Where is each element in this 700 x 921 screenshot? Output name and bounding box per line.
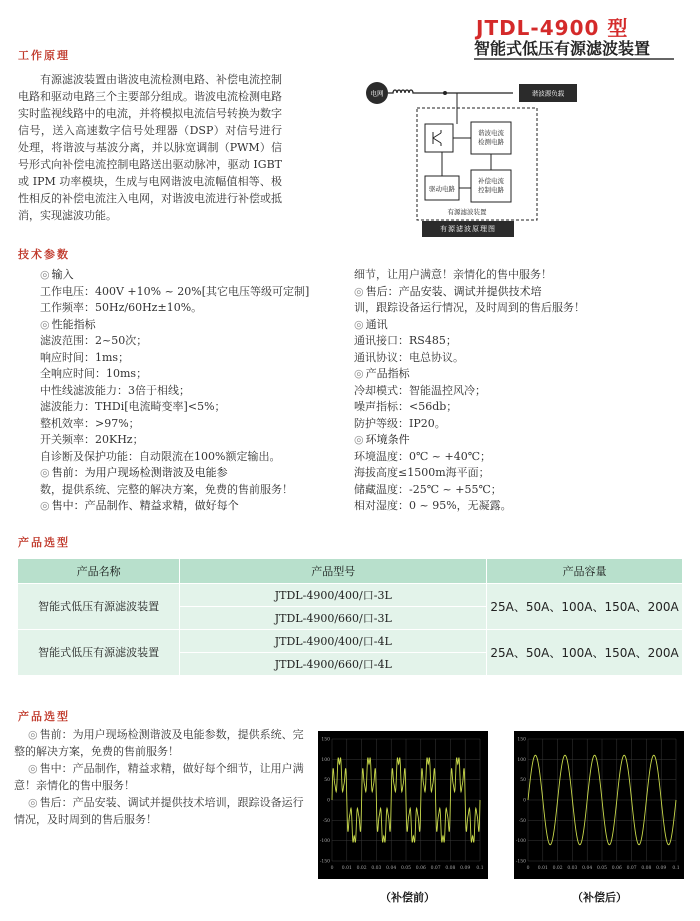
waveform-before xyxy=(318,731,488,879)
bullet-icon: ◎ xyxy=(28,728,38,741)
waveform-after xyxy=(514,731,684,879)
x-tick-label: 0.07 xyxy=(626,866,637,871)
product-name-cell: 智能式低压有源滤波装置 xyxy=(18,583,180,629)
specs-left-column xyxy=(40,267,340,515)
spec-line: 防护等级：IP20。 xyxy=(354,416,446,430)
product-model-cell: JTDL-4900/660/口-3L xyxy=(180,606,487,629)
spec-group-heading: ◎ 售中：产品制作、精益求精，做好每个 xyxy=(40,499,239,512)
y-tick-label: 100 xyxy=(321,757,330,763)
x-tick-label: 0.08 xyxy=(445,866,456,871)
service-aftersale: ◎ 售后：产品安装、调试并提供技术培训，跟踪设备运行情况，及时周到的售后服务！ xyxy=(14,796,304,826)
title-divider xyxy=(474,58,674,60)
spec-group-heading: ◎ 环境条件 xyxy=(354,433,410,446)
grid-label: 电网 xyxy=(370,89,384,98)
spec-line: 工作频率：50Hz/60Hz±10%。 xyxy=(40,301,203,314)
y-tick-label: 50 xyxy=(520,778,526,784)
y-tick-label: -50 xyxy=(322,818,330,824)
section-heading-principle: 工作原理 xyxy=(18,49,70,62)
spec-group-heading: ◎ 输入 xyxy=(40,268,74,281)
x-tick-label: 0.01 xyxy=(537,866,548,871)
load-label: 谐波源负载 xyxy=(531,89,565,98)
x-tick-label: 0.02 xyxy=(552,866,563,871)
x-tick-label: 0.06 xyxy=(611,866,622,871)
x-tick-label: 0.09 xyxy=(656,866,667,871)
section-heading-specs: 技术参数 xyxy=(18,248,70,261)
y-tick-label: 100 xyxy=(517,757,526,763)
drive-label: 驱动电路 xyxy=(429,185,455,193)
bullet-icon: ◎ xyxy=(354,284,364,298)
service-insale: ◎ 售中：产品制作，精益求精，做好每个细节，让用户满意！亲情化的售中服务！ xyxy=(14,762,304,792)
section-heading-selection: 产品选型 xyxy=(18,536,70,549)
bullet-icon: ◎ xyxy=(28,762,38,775)
bullet-icon: ◎ xyxy=(40,499,50,512)
x-tick-label: 0.08 xyxy=(641,866,652,871)
x-tick-label: 0 xyxy=(330,866,334,871)
x-tick-label: 0.02 xyxy=(356,866,367,871)
x-tick-label: 0.09 xyxy=(460,866,471,871)
spec-line: 通讯接口：RS485； xyxy=(354,334,457,347)
table-row xyxy=(18,583,683,606)
spec-line: 滤波能力：THDi[电流畸变率]<5%； xyxy=(40,400,226,413)
spec-group-heading: ◎ 售前：为用户现场检测谐波及电能参 xyxy=(40,466,228,479)
bullet-icon: ◎ xyxy=(40,317,50,331)
x-tick-label: 0.1 xyxy=(672,866,680,871)
model-title: JTDL-4900 型 xyxy=(476,16,629,40)
x-tick-label: 0.07 xyxy=(430,866,441,871)
bullet-icon: ◎ xyxy=(40,268,50,281)
spec-line: 噪声指标：<56db； xyxy=(354,400,458,413)
product-model-cell: JTDL-4900/660/口-4L xyxy=(180,652,487,675)
y-tick-label: -150 xyxy=(319,859,330,865)
spec-line: 通讯协议：电总协议。 xyxy=(354,350,464,364)
spec-line: 环境温度：0℃ ~ +40℃； xyxy=(354,449,492,463)
spec-group-heading: ◎ 性能指标 xyxy=(40,317,96,331)
spec-line: 工作电压：400V +10% ~ 20%[其它电压等级可定制] xyxy=(40,284,310,298)
x-tick-label: 0.01 xyxy=(341,866,352,871)
spec-line: 海拔高度≤1500m海平面； xyxy=(354,466,490,479)
spec-line: 细节，让用户满意！亲情化的售中服务！ xyxy=(354,268,552,281)
y-tick-label: -150 xyxy=(515,859,526,865)
spec-group-heading: ◎ 产品指标 xyxy=(354,367,410,380)
spec-line: 全响应时间：10ms； xyxy=(40,367,148,380)
header-name: 产品名称 xyxy=(18,559,180,583)
x-tick-label: 0.1 xyxy=(476,866,484,871)
bullet-icon: ◎ xyxy=(40,466,50,479)
principle-paragraph: 有源滤波装置由谐波电流检测电路、补偿电流控制电路和驱动电路三个主要部分组成。谐波电流检测电路实时监视线路中的电流，并将模拟电流信号转换为数字信号，送入高速数字信号处理器（DSP）对信号进行处理，将谐波与基波分离，并以脉宽调制（PWM）信号形式向补偿电流控制电路送出驱动脉冲，驱动 IGBT 或 IPM 功率模块，生成与电网谐波电流幅值相等、极性相反的补偿电流注入电网，对谐波电流进行补偿或抵消，实现滤波功能。 xyxy=(18,73,282,222)
specs-right-column xyxy=(354,267,634,515)
device-label: 有源滤波装置 xyxy=(447,208,487,216)
detect-label-1: 谐波电流 xyxy=(478,129,504,137)
control-label-2: 控制电路 xyxy=(478,186,504,194)
bullet-icon: ◎ xyxy=(354,433,364,446)
x-tick-label: 0.06 xyxy=(415,866,426,871)
spec-group-heading: ◎ 通讯 xyxy=(354,317,388,331)
y-tick-label: -50 xyxy=(518,818,526,824)
x-tick-label: 0.03 xyxy=(371,866,382,871)
y-tick-label: 0 xyxy=(327,798,330,804)
x-tick-label: 0.05 xyxy=(596,866,608,871)
principle-diagram xyxy=(355,80,585,240)
x-tick-label: 0.03 xyxy=(567,866,578,871)
igbt-box xyxy=(425,124,453,152)
service-presale: ◎ 售前：为用户现场检测谐波及电能参数，提供系统、完整的解决方案，免费的售前服务！ xyxy=(14,728,304,758)
caption-after: （补偿后） xyxy=(572,891,627,904)
y-tick-label: -100 xyxy=(515,839,526,845)
spec-line: 自诊断及保护功能：自动限流在100%额定输出。 xyxy=(40,449,281,463)
spec-line: 响应时间：1ms； xyxy=(40,350,130,364)
table-header-row xyxy=(18,559,683,583)
spec-line: 储藏温度：-25℃ ~ +55℃； xyxy=(354,482,502,496)
diagram-caption: 有源滤波原理图 xyxy=(422,221,514,237)
product-name-cell: 智能式低压有源滤波装置 xyxy=(18,629,180,675)
power-line xyxy=(388,90,513,93)
y-tick-label: 0 xyxy=(523,798,526,804)
selection-table xyxy=(18,559,683,675)
y-tick-label: 150 xyxy=(321,737,330,743)
x-tick-label: 0.04 xyxy=(386,866,397,871)
product-model-cell: JTDL-4900/400/口-4L xyxy=(180,629,487,652)
bullet-icon: ◎ xyxy=(354,317,364,331)
y-tick-label: 50 xyxy=(324,778,330,784)
product-capacity-cell: 25A、50A、100A、150A、200A xyxy=(487,583,683,629)
y-tick-label: 150 xyxy=(517,737,526,743)
x-tick-label: 0.04 xyxy=(582,866,593,871)
caption-before: （补偿前） xyxy=(380,891,435,904)
section-heading-selection-2: 产品选型 xyxy=(18,710,70,723)
product-model-cell: JTDL-4900/400/口-3L xyxy=(180,583,487,606)
spec-line: 中性线滤波能力：3倍于相线； xyxy=(40,383,190,397)
product-subtitle: 智能式低压有源滤波装置 xyxy=(474,39,651,58)
y-tick-label: -100 xyxy=(319,839,330,845)
bullet-icon: ◎ xyxy=(28,796,38,809)
product-capacity-cell: 25A、50A、100A、150A、200A xyxy=(487,629,683,675)
spec-line: 开关频率：20KHz； xyxy=(40,433,144,446)
scope-grid xyxy=(320,737,484,872)
spec-line: 训，跟踪设备运行情况，及时周到的售后服务！ xyxy=(354,301,585,314)
bullet-icon: ◎ xyxy=(354,367,364,380)
table-row xyxy=(18,629,683,652)
spec-line: 相对湿度：0 ~ 95%，无凝露。 xyxy=(354,499,512,512)
spec-line: 冷却模式：智能温控风冷； xyxy=(354,383,486,397)
spec-line: 整机效率：>97%； xyxy=(40,416,140,430)
service-paragraphs xyxy=(14,726,306,828)
spec-line: 滤波范围：2~50次； xyxy=(40,334,148,347)
x-tick-label: 0.05 xyxy=(400,866,412,871)
header-model: 产品型号 xyxy=(180,559,487,583)
spec-group-heading: ◎ 售后：产品安装、调试并提供技术培 xyxy=(354,284,542,298)
spec-line: 数，提供系统、完整的解决方案，免费的售前服务！ xyxy=(40,482,293,496)
x-tick-label: 0 xyxy=(526,866,530,871)
detect-label-2: 检测电路 xyxy=(478,138,504,146)
header-capacity: 产品容量 xyxy=(487,559,683,583)
control-label-1: 补偿电流 xyxy=(478,177,504,185)
